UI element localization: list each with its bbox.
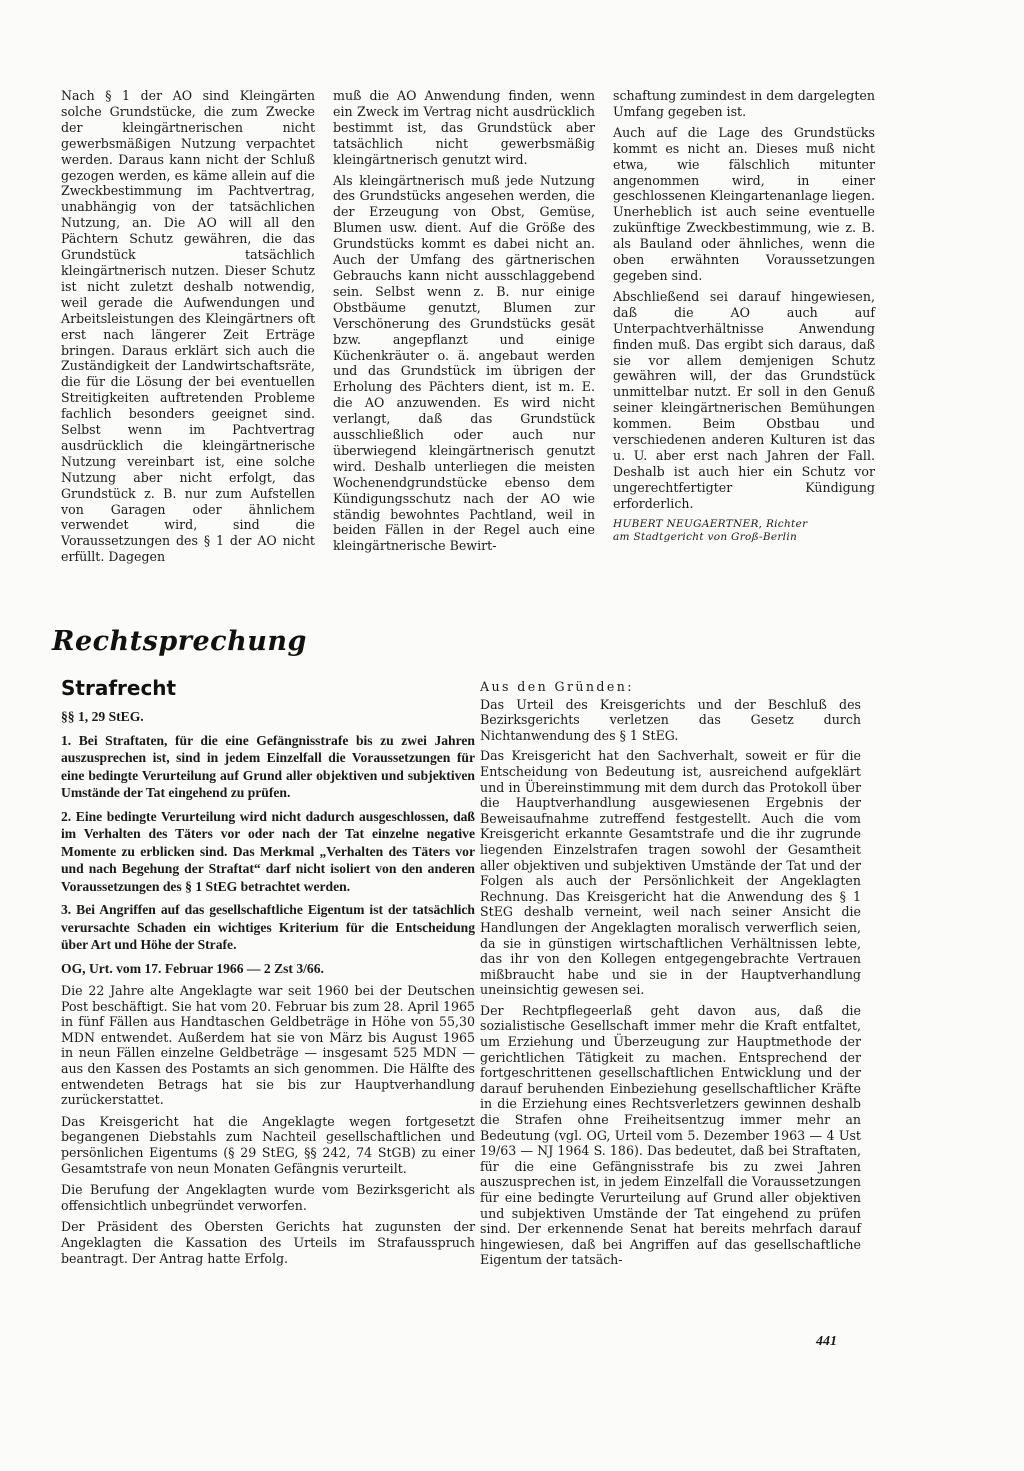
headnote: 2. Eine bedingte Verurteilung wird nicht dadurch ausgeschlossen, daß im Verhalten des Täters vor oder nach der Tat einzelne negative Momente zu erblicken sind. Das Merkmal „Verhalten des Täters vor und nach Begehung der Straftat“ darf nicht isoliert von den anderen Voraussetzungen des § 1 StEG betrachtet werden.: [61, 808, 475, 894]
headnote: 1. Bei Straftaten, für die eine Gefängnisstrafe bis zu zwei Jahren auszusprechen ist, sind in jedem Einzelfall die Voraussetzungen für eine bedingte Verurteilung auf Grund aller objektiven und subjektiven Umstände der Tat eingehend zu prüfen.: [61, 732, 475, 800]
left-column: [61, 708, 475, 1272]
top-column-1: [61, 88, 315, 570]
page-number: 441: [816, 1334, 837, 1349]
paragraph: Nach § 1 der AO sind Kleingärten solche Grundstücke, die zum Zwecke der kleingärtnerischen nicht gewerbsmäßigen Nutzung verpachtet werden. Daraus kann nicht der Schluß gezogen werden, es käme allein auf die Zweckbestimmung im Pachtvertrag, unabhängig von der tatsächlichen Nutzung, an. Die AO will all den Pächtern Schutz gewähren, die das Grundstück tatsächlich kleingärtnerisch nutzen. Dieser Schutz ist nicht zuletzt deshalb notwendig, weil gerade die Aufwendungen und Arbeitsleistungen des Kleingärtners oft erst nach längerer Zeit Erträge bringen. Daraus erklärt sich auch die Zuständigkeit der Landwirtschaftsräte, die für die Lösung der bei eventuellen Streitigkeiten auftretenden Probleme fachlich besonders geeignet sind. Selbst wenn im Pachtvertrag ausdrücklich die kleingärtnerische Nutzung vereinbart ist, eine solche Nutzung aber nicht erfolgt, das Grundstück z. B. nur zum Aufstellen von Garagen oder ähnlichem verwendet wird, sind die Voraussetzungen des § 1 der AO nicht erfüllt. Dagegen: [61, 88, 315, 565]
reasons-heading: Aus den Gründen:: [480, 679, 634, 694]
paragraph: schaftung zumindest in dem dargelegten Umfang gegeben ist.: [613, 88, 875, 119]
paragraph: Die 22 Jahre alte Angeklagte war seit 1960 bei der Deutschen Post beschäftigt. Sie hat vom 20. Februar bis zum 28. April 1965 in fünf Fällen aus Handtaschen Geldbeträge in Höhe von 55,30 MDN entwendet. Außerdem hat sie von März bis August 1965 in neun Fällen einzelne Geldbeträge — insgesamt 525 MDN — aus den Kassen des Postamts an sich genommen. Die Hälfte des entwendeten Betrags hat sie bis zur Hauptverhandlung zurückerstattet.: [61, 983, 475, 1108]
paragraph: Als kleingärtnerisch muß jede Nutzung des Grundstücks angesehen werden, die der Erzeugung von Obst, Gemüse, Blumen usw. dient. Auf die Größe des Grundstücks kommt es dabei nicht an. Auch der Umfang des gärtnerischen Gebrauchs kann nicht ausschlaggebend sein. Selbst wenn z. B. nur einige Obstbäume genutzt, Blumen zur Verschönerung des Grundstücks gesät bzw. angepflanzt und einige Küchenkräuter o. ä. angebaut werden und das Grundstück im übrigen der Erholung des Pächters dient, ist m. E. die AO anzuwenden. Es wird nicht verlangt, daß das Grundstück ausschließlich oder auch nur überwiegend kleingärtnerisch genutzt wird. Deshalb unterliegen die meisten Wochenendgrundstücke ebenso dem Kündigungsschutz nach der AO wie ständig bewohntes Pachtland, weil in beiden Fällen in der Regel auch eine kleingärtnerische Bewirt-: [333, 172, 595, 554]
section-title: Rechtsprechung: [52, 626, 307, 657]
paragraph: Das Urteil des Kreisgerichts und der Beschluß des Bezirksgerichts verletzen das Gesetz durch Nichtanwendung des § 1 StEG.: [480, 696, 861, 743]
paragraph: Die Berufung der Angeklagten wurde vom Bezirksgericht als offensichtlich unbegründet verworfen.: [61, 1182, 475, 1213]
headnote: 3. Bei Angriffen auf das gesellschaftliche Eigentum ist der tatsächlich verursachte Schaden ein wichtiges Kriterium für die Entscheidung über Art und Höhe der Strafe.: [61, 902, 475, 952]
top-column-3: [613, 88, 875, 544]
paragraph: Das Kreisgericht hat die Angeklagte wegen fortgesetzt begangenen Diebstahls zum Nachteil gesellschaftlichen und persönlichen Eigentums (§ 29 StEG, §§ 242, 74 StGB) zu einer Gesamtstrafe von neun Monaten Gefängnis verurteilt.: [61, 1113, 475, 1176]
paragraph: Auch auf die Lage des Grundstücks kommt es nicht an. Dieses muß nicht etwa, wie fälschlich mitunter angenommen wird, in einer geschlossenen Kleingartenanlage liegen. Unerheblich ist auch seine eventuelle zukünftige Zweckbestimmung, wie z. B. als Bauland oder ähnliches, wenn die oben erwähnten Voraussetzungen gegeben sind.: [613, 124, 875, 283]
paragraph: Das Kreisgericht hat den Sachverhalt, soweit er für die Entscheidung von Bedeutung ist, ausreichend aufgeklärt und in Übereinstimmung mit dem durch das Protokoll über die Hauptverhandlung ausgewiesenen Ergebnis der Beweisaufnahme zutreffend festgestellt. Auch die vom Kreisgericht erkannte Gesamtstrafe und die ihr zugrunde liegenden Einzelstrafen tragen sowohl der Gesamtheit aller objektiven und subjektiven Umstände der Tat und der Folgen als auch der Persönlichkeit der Angeklagten Rechnung. Das Kreisgericht hat die Anwendung des § 1 StEG deshalb verneint, weil nach seiner Ansicht die Handlungen der Angeklagten moralisch verwerflich seien, da sie in günstigen wirtschaftlichen Verhältnissen lebte, das ihr von den Kollegen entgegengebrachte Vertrauen mißbraucht habe und sie in der Hauptverhandlung uneinsichtig gewesen sei.: [480, 748, 861, 998]
subsection-title: Strafrecht: [61, 676, 177, 700]
right-column: [480, 679, 861, 1273]
paragraph: Der Rechtpflegeerlaß geht davon aus, daß die sozialistische Gesellschaft immer mehr die Kraft entfaltet, um Erziehung und Überzeugung zur Hauptmethode der gerichtlichen Tätigkeit zu machen. Entsprechend der fortgeschrittenen gesellschaftlichen Entwicklung und der darauf beruhenden Einbeziehung gesellschaftlicher Kräfte in die Erziehung eines Rechtsverletzers gewinnen deshalb die Strafen ohne Freiheitsentzug immer mehr an Bedeutung (vgl. OG, Urteil vom 5. Dezember 1963 — 4 Ust 19/63 — NJ 1964 S. 186). Das bedeutet, daß bei Straftaten, für die eine Gefängnisstrafe bis zu zwei Jahren auszusprechen ist, in jedem Einzelfall die Voraussetzungen für eine bedingte Verurteilung auf Grund aller objektiven und subjektiven Umstände der Tat eingehend zu prüfen sind. Der erkennende Senat hat bereits mehrfach darauf hingewiesen, daß bei Angriffen auf das gesellschaftliche Eigentum der tatsäch-: [480, 1002, 861, 1268]
signature-affiliation: am Stadtgericht von Groß-Berlin: [613, 530, 798, 543]
signature-name: HUBERT NEUGAERTNER, Richter: [613, 517, 808, 530]
citation: §§ 1, 29 StEG.: [61, 709, 144, 724]
paragraph: Abschließend sei darauf hingewiesen, daß die AO auch auf Unterpachtverhältnisse Anwendung finden muß. Das ergibt sich daraus, daß sie vor allem demjenigen Schutz gewähren will, der das Grundstück unmittelbar nutzt. Er soll in den Genuß seiner kleingärtnerischen Bemühungen kommen. Beim Obstbau und verschiedenen anderen Kulturen ist das u. U. aber erst nach Jahren der Fall. Deshalb ist auch hier ein Schutz vor ungerechtfertigter Kündigung erforderlich.: [613, 288, 875, 511]
author-signature: [613, 518, 875, 544]
court-reference: OG, Urt. vom 17. Februar 1966 — 2 Zst 3/66.: [61, 960, 324, 976]
paragraph: muß die AO Anwendung finden, wenn ein Zweck im Vertrag nicht ausdrücklich bestimmt ist, das Grundstück aber tatsächlich nicht gewerbsmäßig kleingärtnerisch genutzt wird.: [333, 88, 595, 167]
top-column-2: [333, 88, 595, 559]
paragraph: Der Präsident des Obersten Gerichts hat zugunsten der Angeklagten die Kassation des Urteils im Strafausspruch beantragt. Der Antrag hatte Erfolg.: [61, 1219, 475, 1266]
